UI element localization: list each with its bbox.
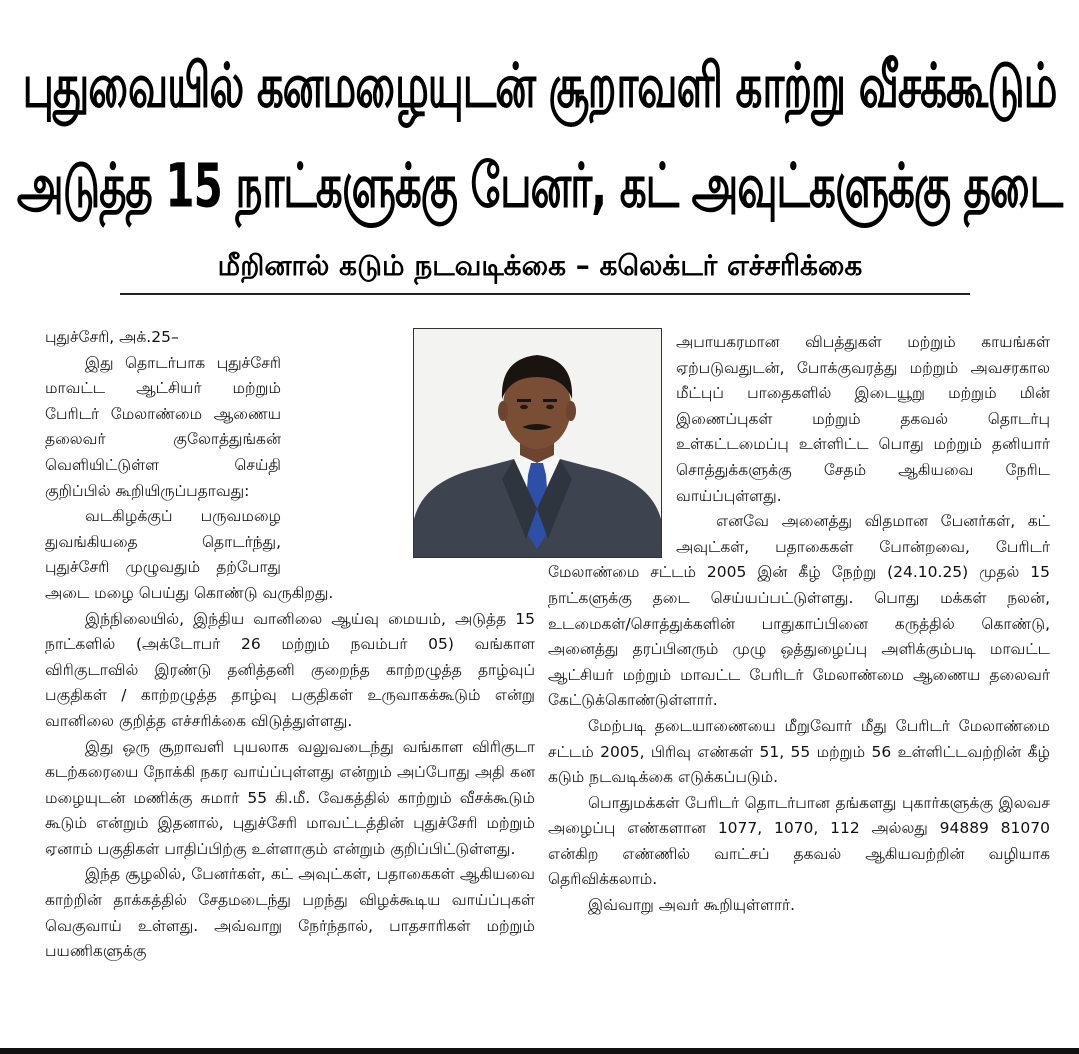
headline-line-1: புதுவையில் கனமழையுடன் சூறாவளி காற்று வீசக்கூடும் <box>22 49 1057 121</box>
paragraph: வடகிழக்குப் பருவமழை துவங்கியதை தொடர்ந்து, புதுச்சேரி முழுவதும் தற்போது அடை மழை பெய்து கொண்டு வருகிறது. <box>45 507 334 602</box>
paragraph: இந்த சூழலில், பேனர்கள், கட் அவுட்கள், பதாகைகள் ஆகியவை காற்றின் தாக்கத்தில் சேதமடைந்து பறந்து விழக்கூடிய வாய்ப்புகள் வெகுவாய் உள்ளது. அவ்வாறு நேர்ந்தால், பாதசாரிகள் மற்றும் பயணிகளுக்கு <box>45 865 535 961</box>
headline-divider <box>120 293 970 295</box>
dateline: புதுச்சேரி, அக்.25– <box>45 328 179 346</box>
collector-photo <box>413 328 662 558</box>
paragraph: இது தொடர்பாக புதுச்சேரி மாவட்ட ஆட்சியர் மற்றும் பேரிடர் மேலாண்மை ஆணைய தலைவர் குலோத்துங்கன் வெளியிட்டுள்ள செய்தி குறிப்பில் கூறியிருப்பதாவது: <box>45 353 281 500</box>
paragraph: அபாயகரமான விபத்துகள் மற்றும் காயங்கள் ஏற்படுவதுடன், போக்குவரத்து மற்றும் அவசரகால மீட்புப் பாதைகளில் இடையூறு மற்றும் மின் இணைப்புகள் மற்றும் தகவல் தொடர்பு உள்கட்டமைப்பு உள்ளிட்ட பொது மற்றும் தனியார் சொத்துக்களுக்கு சேதம் ஆகியவை நேரிட வாய்ப்புள்ளது. <box>676 333 1050 505</box>
paragraph: எனவே அனைத்து விதமான பேனர்கள், கட் அவுட்கள், பதாகைகள் போன்றவை, பேரிடர் மேலாண்மை சட்டம் 2005 இன் கீழ் நேற்று (24.10.25) முதல் 15 நாட்களுக்கு தடை செய்யப்பட்டுள்ளது. பொது மக்கள் நலன், உடமைகள்/சொத்துக்களின் பாதுகாப்பினை கருத்தில் கொண்டு, அனைத்து தரப்பினரும் முழு ஒத்துழைப்பு அளிக்கும்படி மாவட்ட ஆட்சியர் மற்றும் மாவட்ட பேரிடர் மேலாண்மை ஆணைய தலைவர் கேட்டுக்கொண்டுள்ளார். <box>548 512 1050 710</box>
paragraph: மேற்படி தடையாணையை மீறுவோர் மீது பேரிடர் மேலாண்மை சட்டம் 2005, பிரிவு எண்கள் 51, 55 மற்றும் 56 உள்ளிட்டவற்றின் கீழ் கடும் நடவடிக்கை எடுக்கப்படும். <box>548 716 1050 787</box>
paragraph: பொதுமக்கள் பேரிடர் தொடர்பான தங்களது புகார்களுக்கு இலவச அழைப்பு எண்களான 1077, 1070, 112 அல்லது 94889 81070 என்கிற எண்ணில் வாட்சப் தகவல் ஆகியவற்றின் வழியாக தெரிவிக்கலாம். <box>548 793 1050 889</box>
headline-line-2: அடுத்த 15 நாட்களுக்கு பேனர், கட் அவுட்களுக்கு தடை <box>16 149 1063 221</box>
paragraph: இது ஒரு சூறாவளி புயலாக வலுவடைந்து வங்காள விரிகுடா கடற்கரையை நோக்கி நகர வாய்ப்புள்ளது என்றும் அப்போது அதி கன மழையுடன் மணிக்கு சுமார் 55 கி.மீ. வேகத்தில் காற்றும் வீசக்கூடும் கூடும் என்றும் இதனால், புதுச்சேரி மாவட்டத்தின் புதுச்சேரி மற்றும் ஏனாம் பகுதிகள் பாதிப்பிற்கு உள்ளாகும் என்றும் குறிப்பிட்டுள்ளது. <box>45 737 535 858</box>
subheadline: மீறினால் கடும் நடவடிக்கை – கலெக்டர் எச்சரிக்கை <box>217 249 863 282</box>
paragraph: இவ்வாறு அவர் கூறியுள்ளார். <box>588 896 796 915</box>
person-portrait-icon <box>414 329 661 557</box>
paragraph: இந்நிலையில், இந்திய வானிலை ஆய்வு மையம், அடுத்த 15 நாட்களில் (அக்டோபர் 26 மற்றும் நவம்பர் 05) வங்காள விரிகுடாவில் இரண்டு தனித்தனி குறைந்த காற்றழுத்த தாழ்வுப் பகுதிகள் / காற்றழுத்த தாழ்வு பகுதிகள் உருவாகக்கூடும் என்று வானிலை குறித்த எச்சரிக்கை விடுத்துள்ளது. <box>45 609 535 730</box>
page-bottom-border <box>0 1048 1079 1054</box>
